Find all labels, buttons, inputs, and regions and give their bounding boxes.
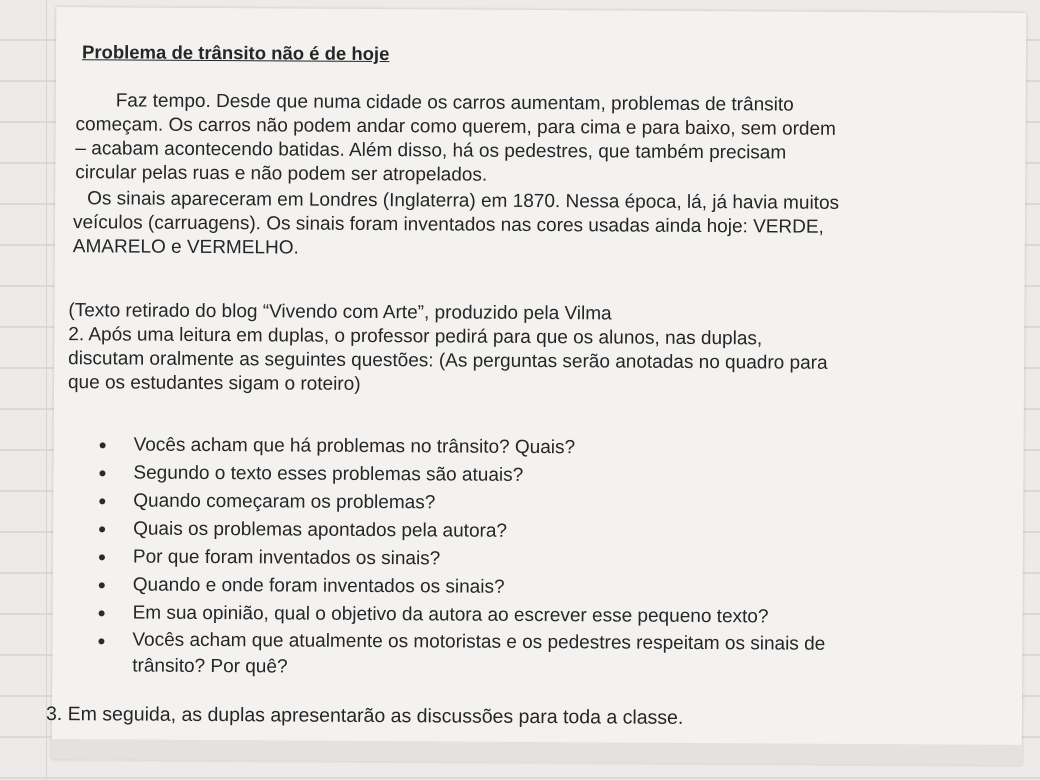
paragraph-line: Faz tempo. Desde que numa cidade os carros aumentam, problemas de trânsito	[115, 90, 794, 116]
paragraph-line: circular pelas ruas e não podem ser atropelados.	[75, 162, 488, 186]
paragraph-line: começam. Os carros não podem andar como querem, para cima e para baixo, sem ordem	[75, 114, 836, 140]
list-item	[93, 543, 826, 575]
list-item	[92, 627, 825, 683]
final-instruction: 3. Em seguida, as duplas apresentarão as discussões para toda a classe.	[45, 702, 684, 729]
paragraph-line: AMARELO e VERMELHO.	[72, 236, 299, 259]
printed-sheet	[45, 7, 1027, 765]
question-text: Quando e onde foram inventados os sinais?	[132, 574, 505, 598]
question-text: Segundo o texto esses problemas são atuais?	[133, 462, 524, 486]
list-item	[93, 487, 826, 519]
paragraph-instructions	[68, 299, 828, 400]
paragraph-line: veículos (carruagens). Os sinais foram inventados nas cores usadas ainda hoje: VERDE,	[72, 212, 824, 238]
question-text-continued: trânsito? Por quê?	[132, 655, 288, 678]
paragraph-line: que os estudantes sigam o roteiro)	[67, 372, 361, 395]
question-list	[92, 431, 826, 683]
question-text: Em sua opinião, qual o objetivo da autora ao escrever esse pequeno texto?	[132, 602, 769, 628]
paragraph-line: – acabam acontecendo batidas. Além disso, há os pedestres, que também precisam	[75, 138, 787, 164]
question-text: Quais os problemas apontados pela autora?	[133, 518, 508, 542]
paragraph-line: 2. Após uma leitura em duplas, o professor pedirá para que os alunos, nas duplas,	[68, 324, 763, 350]
question-text: Quando começaram os problemas?	[133, 490, 436, 514]
list-item	[93, 515, 826, 547]
list-item	[93, 459, 826, 491]
paragraph-line: discutam oralmente as seguintes questões: (As perguntas serão anotadas no quadro para	[68, 348, 828, 374]
paragraph-history	[73, 187, 839, 264]
list-item	[94, 431, 827, 463]
paragraph-intro	[75, 89, 836, 190]
question-text: Por que foram inventados os sinais?	[132, 546, 441, 570]
question-text: Vocês acham que há problemas no trânsito? Quais?	[133, 434, 576, 459]
list-item	[93, 599, 826, 631]
document-title: Problema de trânsito não é de hoje	[81, 41, 390, 65]
notebook-margin-line	[46, 0, 47, 780]
question-text: Vocês acham que atualmente os motoristas e os pedestres respeitam os sinais de	[132, 629, 826, 655]
list-item	[93, 571, 826, 603]
source-citation: (Texto retirado do blog “Vivendo com Arte”, produzido pela Vilma	[68, 300, 612, 325]
paragraph-line: Os sinais apareceram em Londres (Inglaterra) em 1870. Nessa época, lá, já havia muitos	[87, 188, 840, 214]
